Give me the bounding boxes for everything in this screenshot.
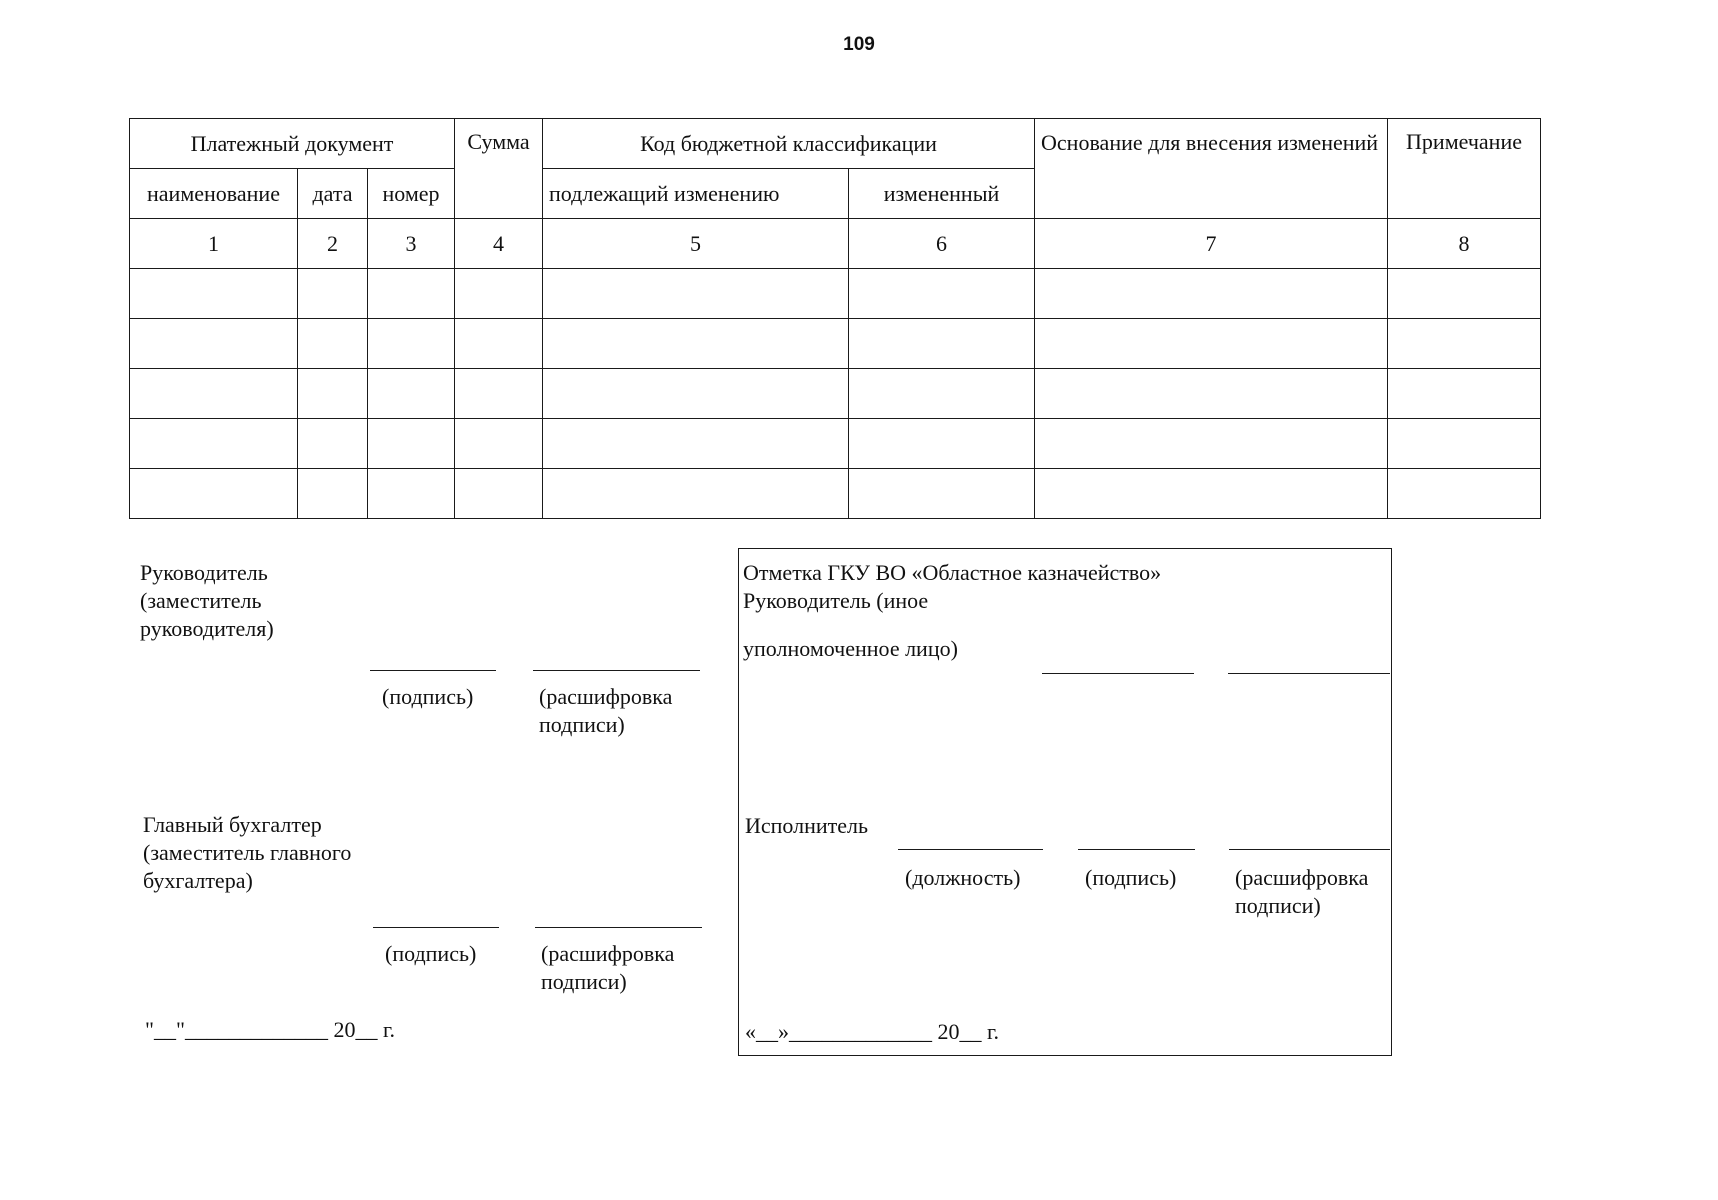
empty-cell[interactable] — [543, 269, 849, 319]
empty-cell[interactable] — [543, 419, 849, 469]
empty-cell[interactable] — [1035, 419, 1388, 469]
empty-cell[interactable] — [1388, 369, 1541, 419]
column-number: 4 — [455, 219, 543, 269]
empty-cell[interactable] — [130, 319, 298, 369]
accountant-title: Главный бухгалтер (заместитель главного бухгалтера) — [143, 812, 352, 893]
empty-cell[interactable] — [368, 269, 455, 319]
table-row — [130, 469, 1541, 519]
column-number: 2 — [298, 219, 368, 269]
head-signature-caption: (подпись) — [382, 684, 474, 709]
column-numbers-row — [130, 219, 1541, 269]
left-date-line[interactable]: "__"_____________ 20__ г. — [145, 1017, 396, 1042]
column-number: 7 — [1035, 219, 1388, 269]
header-to-change: подлежащий изменению — [543, 169, 849, 219]
empty-cell[interactable] — [849, 469, 1035, 519]
head-title: Руководитель (заместитель руководителя) — [140, 560, 274, 641]
executor-decoding-line[interactable] — [1229, 849, 1390, 850]
empty-cell[interactable] — [298, 269, 368, 319]
column-number: 5 — [543, 219, 849, 269]
table-row — [130, 319, 1541, 369]
empty-cell[interactable] — [455, 469, 543, 519]
header-basis: Основание для внесения изменений — [1035, 119, 1388, 219]
empty-cell[interactable] — [130, 369, 298, 419]
empty-cell[interactable] — [298, 319, 368, 369]
treasury-head-line2: уполномоченное лицо) — [743, 636, 958, 661]
header-payment-document: Платежный документ — [130, 119, 455, 169]
empty-cell[interactable] — [1035, 469, 1388, 519]
head-decoding-caption: (расшифровка подписи) — [539, 684, 673, 737]
header-sum: Сумма — [455, 119, 543, 219]
executor-position-line[interactable] — [898, 849, 1043, 850]
treasury-date-line[interactable]: «__»_____________ 20__ г. — [745, 1019, 1000, 1044]
executor-signature-caption: (подпись) — [1085, 865, 1177, 890]
header-budget-code: Код бюджетной классификации — [543, 119, 1035, 169]
accountant-signature-caption: (подпись) — [385, 941, 477, 966]
empty-cell[interactable] — [1035, 269, 1388, 319]
page-number: 109 — [843, 34, 875, 55]
header-note: Примечание — [1388, 119, 1541, 219]
empty-cell[interactable] — [1035, 319, 1388, 369]
empty-cell[interactable] — [368, 469, 455, 519]
empty-cell[interactable] — [455, 269, 543, 319]
empty-cell[interactable] — [368, 369, 455, 419]
treasury-head-decoding-line[interactable] — [1228, 673, 1390, 674]
empty-cell[interactable] — [368, 419, 455, 469]
empty-cell[interactable] — [455, 319, 543, 369]
executor-position-caption: (должность) — [905, 865, 1021, 890]
executor-decoding-caption: (расшифровка подписи) — [1235, 865, 1369, 918]
empty-cell[interactable] — [849, 269, 1035, 319]
column-number: 6 — [849, 219, 1035, 269]
column-number: 3 — [368, 219, 455, 269]
empty-cell[interactable] — [543, 469, 849, 519]
header-number: номер — [368, 169, 455, 219]
empty-cell[interactable] — [543, 319, 849, 369]
accountant-decoding-line[interactable] — [535, 927, 702, 928]
treasury-head-signature-line[interactable] — [1042, 673, 1194, 674]
table-row — [130, 269, 1541, 319]
header-name: наименование — [130, 169, 298, 219]
header-date: дата — [298, 169, 368, 219]
empty-cell[interactable] — [298, 419, 368, 469]
column-number: 1 — [130, 219, 298, 269]
empty-cell[interactable] — [1388, 469, 1541, 519]
empty-cell[interactable] — [1388, 419, 1541, 469]
treasury-mark-title: Отметка ГКУ ВО «Областное казначейство» — [743, 560, 1162, 585]
empty-cell[interactable] — [455, 419, 543, 469]
empty-cell[interactable] — [298, 469, 368, 519]
header-changed: измененный — [849, 169, 1035, 219]
head-decoding-line[interactable] — [533, 670, 700, 671]
empty-cell[interactable] — [1388, 319, 1541, 369]
accountant-signature-line[interactable] — [373, 927, 499, 928]
empty-cell[interactable] — [849, 369, 1035, 419]
table-row — [130, 419, 1541, 469]
empty-cell[interactable] — [130, 419, 298, 469]
treasury-mark-box — [738, 548, 1392, 1056]
empty-cell[interactable] — [130, 469, 298, 519]
empty-cell[interactable] — [1035, 369, 1388, 419]
empty-cell[interactable] — [455, 369, 543, 419]
executor-label: Исполнитель — [745, 813, 869, 838]
empty-cell[interactable] — [298, 369, 368, 419]
payment-documents-table — [129, 118, 1541, 519]
empty-cell[interactable] — [849, 319, 1035, 369]
empty-cell[interactable] — [849, 419, 1035, 469]
column-number: 8 — [1388, 219, 1541, 269]
empty-cell[interactable] — [130, 269, 298, 319]
executor-signature-line[interactable] — [1078, 849, 1195, 850]
head-signature-line[interactable] — [370, 670, 496, 671]
table-row — [130, 369, 1541, 419]
empty-cell[interactable] — [1388, 269, 1541, 319]
empty-cell[interactable] — [543, 369, 849, 419]
treasury-head-line1: Руководитель (иное — [743, 588, 929, 613]
empty-cell[interactable] — [368, 319, 455, 369]
accountant-decoding-caption: (расшифровка подписи) — [541, 941, 675, 994]
